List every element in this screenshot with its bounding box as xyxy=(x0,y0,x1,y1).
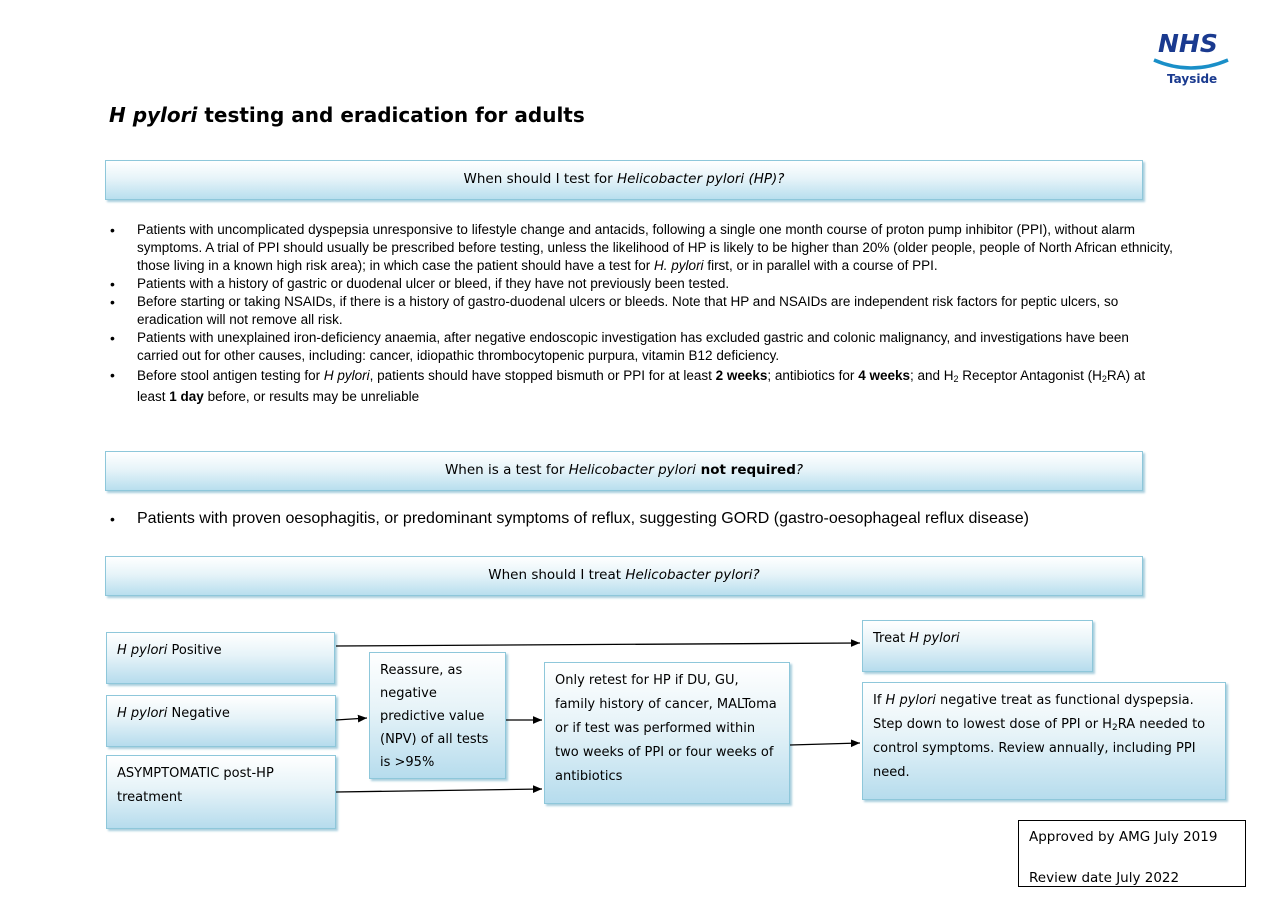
banner3-prefix: When should I treat xyxy=(488,567,626,583)
banner3-italic: Helicobacter pylori? xyxy=(625,567,760,583)
list-item xyxy=(108,221,1173,275)
negative-text: Negative xyxy=(167,706,230,721)
box-hpylori-negative xyxy=(106,695,336,747)
nhs-logo-text: NHS xyxy=(1158,29,1218,58)
nhs-tayside-logo xyxy=(1150,30,1234,92)
approval-box xyxy=(1018,820,1246,887)
box-retest: Only retest for HP if DU, GU, family history of cancer, MALToma or if test was performed within two weeks of PPI or four weeks of antibiotics xyxy=(544,662,790,804)
title-rest: testing and eradication for adults xyxy=(197,103,585,127)
bullet5-text-3: ; antibiotics for xyxy=(767,368,859,383)
title-italic: H pylori xyxy=(109,103,198,127)
test-indications-list xyxy=(108,221,1173,407)
functional-text-1: If xyxy=(873,693,886,708)
box-hpylori-positive xyxy=(106,632,335,684)
functional-sub: 2 xyxy=(1111,723,1118,733)
bullet5-text-6: RA) at least xyxy=(137,368,1146,404)
review-date-text: Review date July 2022 xyxy=(1029,870,1180,886)
functional-text-2: negative treat as functional dyspepsia. Step down to lowest dose of PPI or H xyxy=(873,693,1194,732)
bullet5-bold-3: 1 day xyxy=(169,389,204,404)
positive-text: Positive xyxy=(167,643,222,658)
banner2-suffix: ? xyxy=(795,462,804,478)
banner1-prefix: When should I test for xyxy=(463,171,617,187)
list-item: • Before starting or taking NSAIDs, if there is a history of gastro-duodenal ulcers or bleeds. Note that HP and NSAIDs are independent risk factors for peptic ulcers, so eradication will not remove all risk. xyxy=(108,293,1173,329)
box-treat xyxy=(862,620,1093,672)
treat-italic: H pylori xyxy=(909,631,960,646)
list-item: • Patients with proven oesophagitis, or predominant symptoms of reflux, suggesting GORD (gastro-oesophageal reflux disease) xyxy=(108,508,1208,530)
bullet5-sub-2: 2 xyxy=(1101,374,1107,384)
functional-italic: H pylori xyxy=(885,693,936,708)
bullet5-text-4: ; and H xyxy=(909,368,954,383)
logo-swoosh-icon xyxy=(1152,56,1230,72)
bullet1-post: first, or in parallel with a course of PPI. xyxy=(703,258,938,273)
banner-test-not-required xyxy=(105,451,1143,491)
box-asymptomatic: ASYMPTOMATIC post-HP treatment xyxy=(106,755,336,829)
functional-text-3: RA needed to control symptoms. Review annually, including PPI need. xyxy=(873,717,1206,780)
test-not-required-list xyxy=(108,508,1208,530)
bullet1-italic: H. pylori xyxy=(654,258,704,273)
bullet5-italic: H pylori xyxy=(323,368,370,383)
bullet5-bold-2: 4 weeks xyxy=(858,368,910,383)
banner-when-to-treat xyxy=(105,556,1143,596)
list-item: • Patients with unexplained iron-deficiency anaemia, after negative endoscopic investigation has excluded gastric and colonic malignancy, and investigations have been carried out for other causes, including: cancer, idiopathic thrombocytopenic purpura, vitamin B12 deficiency. xyxy=(108,329,1173,365)
banner2-prefix: When is a test for xyxy=(444,462,569,478)
page-title xyxy=(109,102,585,128)
arrow-positive-to-treat xyxy=(336,643,860,646)
arrow-retest-to-functional xyxy=(790,743,860,745)
bullet5-bold-1: 2 weeks xyxy=(715,368,768,383)
box-functional-dyspepsia xyxy=(862,682,1226,800)
approved-text: Approved by AMG July 2019 xyxy=(1029,829,1218,845)
banner2-bold: not required xyxy=(695,462,796,478)
bullet5-text-2: , patients should have stopped bismuth or PPI for at least xyxy=(369,368,716,383)
negative-italic: H pylori xyxy=(117,706,168,721)
arrow-asymptomatic-to-retest xyxy=(336,789,542,792)
bullet5-sub-1: 2 xyxy=(953,374,959,384)
box-reassure: Reassure, as negative predictive value (NPV) of all tests is >95% xyxy=(369,652,506,779)
bullet5-text-7: before, or results may be unreliable xyxy=(203,389,420,404)
logo-org-name: Tayside xyxy=(1167,72,1218,86)
positive-italic: H pylori xyxy=(117,643,168,658)
banner-when-to-test xyxy=(105,160,1143,200)
treat-text: Treat xyxy=(873,631,910,646)
list-item: • Patients with a history of gastric or duodenal ulcer or bleed, if they have not previously been tested. xyxy=(108,275,1173,293)
list-item xyxy=(108,365,1173,407)
arrow-negative-to-reassure xyxy=(336,718,367,720)
bullet5-text-1: Before stool antigen testing for xyxy=(137,368,324,383)
banner2-italic: Helicobacter pylori xyxy=(568,462,696,478)
bullet5-text-5: Receptor Antagonist (H xyxy=(958,368,1102,383)
bullet1-text: Patients with uncomplicated dyspepsia unresponsive to lifestyle change and antacids, following a single one month course of proton pump inhibitor (PPI), without alarm symptoms. A trial of PPI should usually be prescribed before testing, unless the likelihood of HP is likely to be higher than 20% (older people, people of North African ethnicity, those living in a known high risk area); in which case the patient should have a test for xyxy=(137,222,1173,273)
banner1-italic: Helicobacter pylori (HP)? xyxy=(616,171,785,187)
